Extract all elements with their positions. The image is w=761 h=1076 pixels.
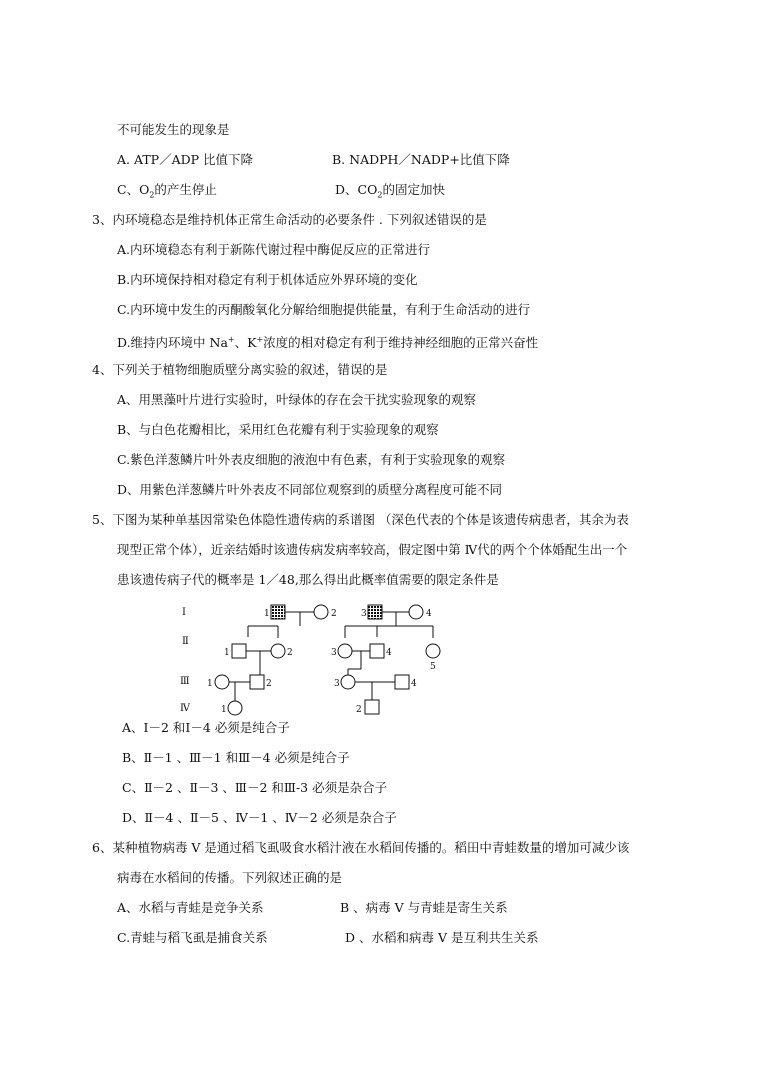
gen-label-2: Ⅱ	[182, 636, 189, 647]
individual-II-3	[338, 644, 352, 658]
individual-III-4	[395, 675, 409, 689]
individual-I-3	[368, 605, 382, 619]
label-III-2: 2	[266, 679, 272, 689]
individual-I-4	[409, 605, 423, 619]
q3-option-d-pre: D.维持内环境中 Na	[117, 335, 228, 351]
label-II-2: 2	[287, 648, 293, 658]
q2-option-a: A. ATP／ADP 比值下降	[117, 152, 253, 167]
q6-option-d: D 、水稻和病毒 V 是互利共生关系	[345, 930, 539, 945]
q6-option-b: B 、病毒 V 与青蛙是寄生关系	[340, 900, 508, 915]
individual-II-2	[271, 644, 285, 658]
individual-IV-1	[228, 701, 242, 715]
q2-option-d-pre: D、CO	[335, 182, 378, 197]
individual-I-1	[271, 605, 285, 619]
q2-option-d-sub: 2	[377, 190, 383, 200]
label-III-1: 1	[207, 679, 213, 689]
label-I-1: 1	[264, 609, 270, 619]
q2-option-c-sub: 2	[149, 190, 155, 200]
individual-II-5	[426, 644, 440, 658]
q2-option-d	[335, 182, 445, 204]
q5-stem-line2: 现型正常个体），近亲结婚时该遗传病发病率较高，假定图中第 Ⅳ代的两个个体婚配生出一个	[117, 542, 628, 557]
q5-option-d: D、Ⅱ－4 、Ⅱ－5 、Ⅳ－1 、Ⅳ－2 必须是杂合子	[122, 810, 397, 825]
label-III-3: 3	[334, 679, 340, 689]
q3-option-d-sup2: +	[256, 335, 264, 344]
q2-option-c	[117, 182, 217, 204]
q2-option-c-pre: C、O	[117, 182, 150, 197]
q6-option-c: C.青蛙与稻飞虱是捕食关系	[117, 930, 268, 945]
q2-option-c-post: 的产生停止	[154, 182, 217, 197]
q6-stem-line1: 6、某种植物病毒 V 是通过稻飞虱吸食水稻汁液在水稻间传播的。稻田中青蛙数量的增加可减少该	[92, 840, 630, 855]
label-III-4: 4	[411, 679, 417, 689]
q6-stem-line2: 病毒在水稻间的传播。下列叙述正确的是	[117, 870, 343, 885]
q4-option-c: C.紫色洋葱鳞片叶外表皮细胞的液泡中有色素，有利于实验现象的观察	[117, 452, 506, 467]
label-IV-1: 1	[221, 705, 227, 715]
q5-option-a: A、Ⅰ－2 和Ⅰ－4 必须是纯合子	[122, 720, 290, 735]
individual-III-1	[215, 675, 229, 689]
q2-option-b: B. NADPH／NADP+比值下降	[332, 152, 510, 167]
q4-stem: 4、下列关于植物细胞质壁分离实验的叙述，错误的是	[92, 362, 388, 377]
individual-II-1	[232, 644, 246, 658]
q6-option-a: A、水稻与青蛙是竞争关系	[117, 900, 264, 915]
label-II-1: 1	[224, 648, 230, 658]
q2-stem-tail: 不可能发生的现象是	[117, 122, 230, 137]
q5-stem-line1: 5、下图为某种单基因常染色体隐性遗传病的系谱图 （深色代表的个体是该遗传病患者，其余为表	[92, 512, 629, 527]
label-II-4: 4	[386, 648, 392, 658]
q2-option-d-post: 的固定加快	[382, 182, 445, 197]
individual-III-3	[341, 675, 355, 689]
label-IV-2: 2	[356, 705, 362, 715]
q4-option-d: D、用紫色洋葱鳞片叶外表皮不同部位观察到的质壁分离程度可能不同	[117, 482, 503, 497]
gen-label-3: Ⅲ	[180, 676, 190, 687]
label-II-5: 5	[430, 662, 436, 672]
q4-option-a: A、用黑藻叶片进行实验时，叶绿体的存在会干扰实验现象的观察	[117, 392, 477, 407]
q3-option-d-sup1: +	[227, 335, 235, 344]
q5-option-b: B、Ⅱ－1 、Ⅲ－1 和Ⅲ－4 必须是纯合子	[122, 750, 350, 765]
individual-IV-2	[365, 700, 379, 714]
gen-label-4: Ⅳ	[180, 703, 190, 714]
pedigree-chart	[170, 597, 460, 719]
label-II-3: 3	[331, 648, 337, 658]
label-I-3: 3	[361, 609, 367, 619]
label-I-4: 4	[426, 609, 432, 619]
individual-II-4	[370, 644, 384, 658]
individual-III-2	[250, 675, 264, 689]
q3-option-d	[117, 332, 538, 351]
q3-option-d-post: 浓度的相对稳定有利于维持神经细胞的正常兴奋性	[263, 335, 539, 351]
q3-option-a: A.内环境稳态有利于新陈代谢过程中酶促反应的正常进行	[117, 242, 431, 257]
q3-option-b: B.内环境保持相对稳定有利于机体适应外界环境的变化	[117, 272, 418, 287]
label-I-2: 2	[331, 609, 337, 619]
q5-stem-line3: 患该遗传病子代的概率是 1／48,那么得出此概率值需要的限定条件是	[117, 572, 499, 587]
q3-stem: 3、内环境稳态是维持机体正常生命活动的必要条件 . 下列叙述错误的是	[92, 212, 487, 227]
q5-option-c: C、Ⅱ－2 、Ⅱ－3 、Ⅲ－2 和Ⅲ-3 必须是杂合子	[122, 780, 388, 795]
gen-label-1: Ⅰ	[182, 607, 186, 618]
individual-I-2	[314, 605, 328, 619]
q3-option-d-mid: 、K	[234, 335, 257, 351]
q4-option-b: B、与白色花瓣相比，采用红色花瓣有利于实验现象的观察	[117, 422, 439, 437]
q3-option-c: C.内环境中发生的丙酮酸氧化分解给细胞提供能量，有利于生命活动的进行	[117, 302, 531, 317]
